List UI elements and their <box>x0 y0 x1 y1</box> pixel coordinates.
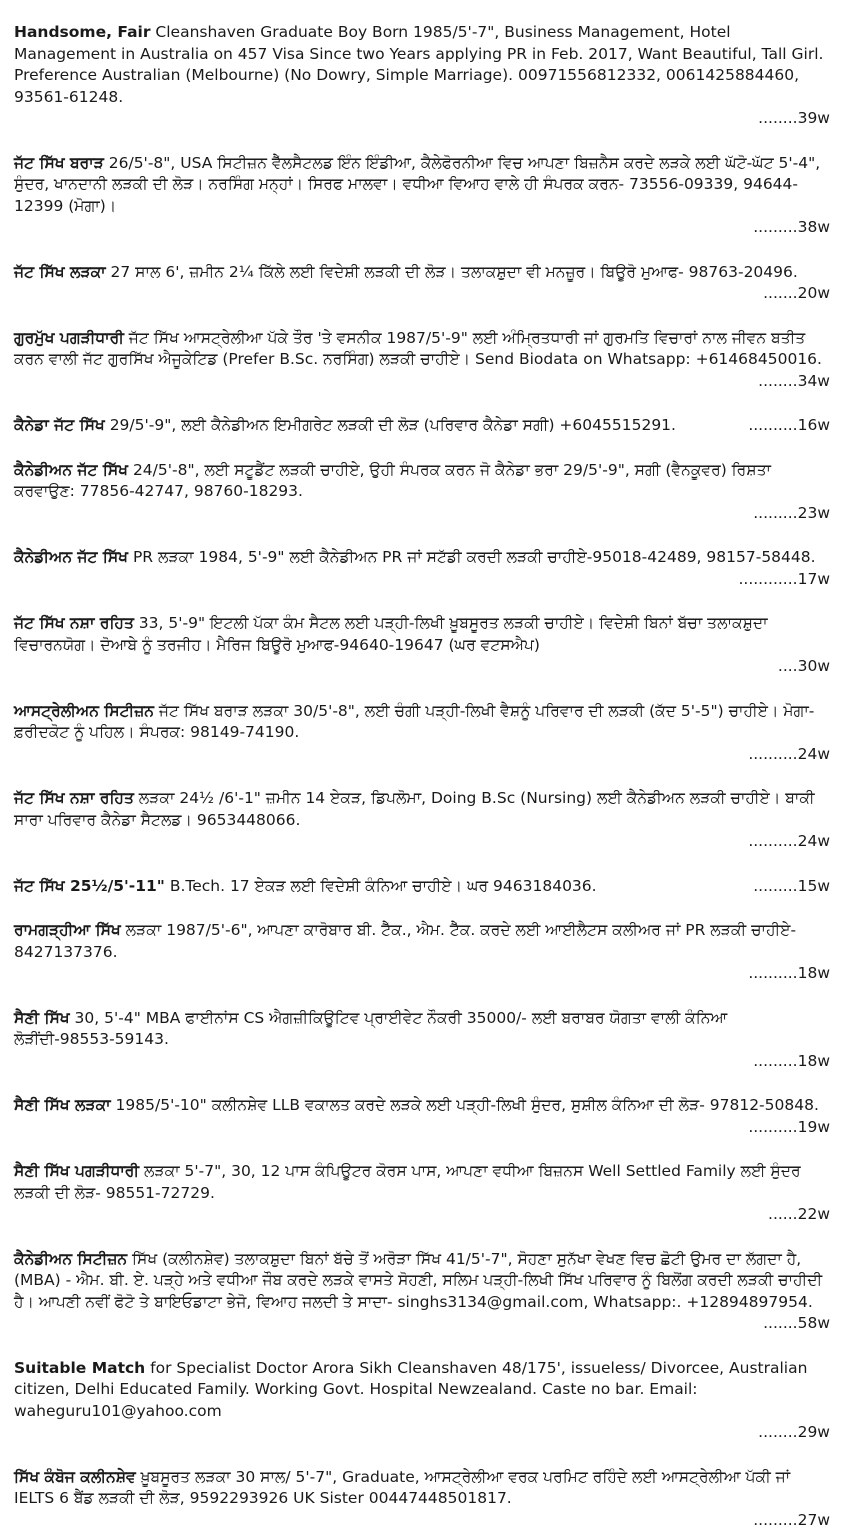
ad-item <box>14 788 830 853</box>
ad-item <box>14 1249 830 1335</box>
ad-code: .........27w <box>14 1510 830 1531</box>
ad-item <box>14 1161 830 1226</box>
ad-item <box>14 1467 830 1531</box>
ad-code: ......22w <box>14 1204 830 1226</box>
ad-body: ਲੜਕਾ 1987/5'-6", ਆਪਣਾ ਕਾਰੋਬਾਰ ਬੀ. ਟੈੱਕ., ਐਮ. ਟੈੱਕ. ਕਰਦੇ ਲਈ ਆਈਲੈਟਸ ਕਲੀਅਰ ਜਾਂ PR ਲੜਕੀ ਚਾਹੀਏ- 8427137376. <box>14 921 796 961</box>
ad-lead: ਕੈਨੇਡੀਅਨ ਜੱਟ ਸਿੱਖ <box>14 548 128 566</box>
ad-item <box>14 415 830 437</box>
ad-lead: ਕੈਨੇਡੀਅਨ ਜੱਟ ਸਿੱਖ <box>14 461 128 479</box>
ad-body: 33, 5'-9" ਇਟਲੀ ਪੱਕਾ ਕੰਮ ਸੈਟਲ ਲਈ ਪੜ੍ਹੀ-ਲਿਖੀ ਖ਼ੂਬਸੂਰਤ ਲੜਕੀ ਚਾਹੀਏ। ਵਿਦੇਸ਼ੀ ਬਿਨਾਂ ਬੱਚਾ ਤਲਾਕਸ਼ੁਦਾ ਵਿਚਾਰਨਯੋਗ। ਦੋਆਬੇ ਨੂੰ ਤਰਜੀਹ। ਮੈਰਿਜ ਬਿਊਰੋ ਮੁਆਫ-94640-19647 (ਘਰ ਵਟਸਐਪ) <box>14 614 768 654</box>
ad-code: ........29w <box>14 1422 830 1444</box>
ad-code: ..........24w <box>14 831 830 853</box>
ad-code: ..........24w <box>14 744 830 766</box>
ad-code: .........18w <box>14 1051 830 1073</box>
ad-body: 24/5'-8", ਲਈ ਸਟੂਡੈਂਟ ਲੜਕੀ ਚਾਹੀਏ, ਉਹੀ ਸੰਪਰਕ ਕਰਨ ਜੋ ਕੈਨੇਡਾ ਭਰਾ 29/5'-9", ਸਗੀ (ਵੈਨਕੂਵਰ) ਰਿਸ਼ਤਾ ਕਰਵਾਉਣ: 77856-42747, 98760-18293. <box>14 461 771 501</box>
ad-body: ਲੜਕਾ 24½ /6'-1" ਜ਼ਮੀਨ 14 ਏਕੜ, ਡਿਪਲੋਮਾ, Doing B.Sc (Nursing) ਲਈ ਕੈਨੇਡੀਅਨ ਲੜਕੀ ਚਾਹੀਏ। ਬਾਕੀ ਸਾਰਾ ਪਰਿਵਾਰ ਕੈਨੇਡਾ ਸੈਟਲਡ। 9653448066. <box>14 789 815 829</box>
ad-lead: ਜੱਟ ਸਿੱਖ ਨਸ਼ਾ ਰਹਿਤ <box>14 789 134 807</box>
ad-body: 29/5'-9", ਲਈ ਕੈਨੇਡੀਅਨ ਇਮੀਗਰੇਟ ਲੜਕੀ ਦੀ ਲੋੜ (ਪਰਿਵਾਰ ਕੈਨੇਡਾ ਸਗੀ) +6045515291. <box>105 416 676 434</box>
ad-code: .........38w <box>14 217 830 239</box>
ad-body: 27 ਸਾਲ 6', ਜ਼ਮੀਨ 2¼ ਕਿੱਲੇ ਲਈ ਵਿਦੇਸ਼ੀ ਲੜਕੀ ਦੀ ਲੋੜ। ਤਲਾਕਸ਼ੁਦਾ ਵੀ ਮਨਜ਼ੂਰ। ਬਿਊਰੋ ਮੁਆਫ- 98763-20496. <box>106 263 798 281</box>
ad-code: ....30w <box>14 656 830 678</box>
ad-lead: ਰਾਮਗੜ੍ਹੀਆ ਸਿੱਖ <box>14 921 121 939</box>
ad-lead: ਕੈਨੇਡੀਅਨ ਸਿਟੀਜ਼ਨ <box>14 1250 127 1268</box>
ad-body: ਜੱਟ ਸਿੱਖ ਆਸਟ੍ਰੇਲੀਆ ਪੱਕੇ ਤੌਰ 'ਤੇ ਵਸਨੀਕ 1987/5'-9" ਲਈ ਅੰਮ੍ਰਿਤਧਾਰੀ ਜਾਂ ਗੁਰਮਤਿ ਵਿਚਾਰਾਂ ਨਾਲ ਜੀਵਨ ਬਤੀਤ ਕਰਨ ਵਾਲੀ ਜੱਟ ਗੁਰਸਿੱਖ ਐਜੂਕੇਟਿਡ (Prefer B.Sc. ਨਰਸਿੰਗ) ਲੜਕੀ ਚਾਹੀਏ। Send Biodata on Whatsapp: +61468450016. <box>14 329 822 369</box>
ad-lead: ਸੈਣੀ ਸਿੱਖ <box>14 1009 70 1027</box>
ad-item <box>14 153 830 239</box>
ad-body: for Specialist Doctor Arora Sikh Cleanshaven 48/175', issueless/ Divorcee, Australian citizen, Delhi Educated Family. Working Govt. Hospital Newzealand. Caste no bar. Email: waheguru101@yahoo.com <box>14 1359 807 1420</box>
ad-code: ..........19w <box>14 1117 830 1139</box>
ad-lead: ਸਿੱਖ ਕੰਬੋਜ ਕਲੀਨਸ਼ੇਵ <box>14 1468 136 1486</box>
ad-code: .......58w <box>14 1313 830 1335</box>
ad-body: ਖ਼ੂਬਸੂਰਤ ਲੜਕਾ 30 ਸਾਲ/ 5'-7", Graduate, ਆਸਟ੍ਰੇਲੀਆ ਵਰਕ ਪਰਮਿਟ ਰਹਿੰਦੇ ਲਈ ਆਸਟ੍ਰੇਲੀਆ ਪੱਕੀ ਜਾਂ IELTS 6 ਬੈਂਡ ਲੜਕੀ ਦੀ ਲੋੜ, 9592293926 UK Sister 00447448501817. <box>14 1468 790 1508</box>
ad-code: ........34w <box>14 371 830 393</box>
ad-item <box>14 613 830 678</box>
ad-item <box>14 1358 830 1444</box>
ad-lead: ਕੈਨੇਡਾ ਜੱਟ ਸਿੱਖ <box>14 416 105 434</box>
ad-item <box>14 701 830 766</box>
ad-lead: Suitable Match <box>14 1359 145 1377</box>
ad-body: ਲੜਕਾ 5'-7", 30, 12 ਪਾਸ ਕੰਪਿਊਟਰ ਕੋਰਸ ਪਾਸ, ਆਪਣਾ ਵਧੀਆ ਬਿਜ਼ਨਸ Well Settled Family ਲਈ ਸੁੰਦਰ ਲੜਕੀ ਦੀ ਲੋੜ- 98551-72729. <box>14 1162 801 1202</box>
ad-item <box>14 1095 830 1138</box>
ad-body: B.Tech. 17 ਏਕੜ ਲਈ ਵਿਦੇਸ਼ੀ ਕੰਨਿਆ ਚਾਹੀਏ। ਘਰ 9463184036. <box>165 877 597 895</box>
ad-lead: ਜੱਟ ਸਿੱਖ ਲੜਕਾ <box>14 263 106 281</box>
ad-item <box>14 876 830 898</box>
ad-code: ............17w <box>14 569 830 591</box>
ad-code: .......20w <box>14 283 830 305</box>
ad-lead: ਆਸਟ੍ਰੇਲੀਅਨ ਸਿਟੀਜ਼ਨ <box>14 702 154 720</box>
ad-code: .........23w <box>14 503 830 525</box>
ad-code: .........15w <box>745 876 830 898</box>
ad-item <box>14 328 830 393</box>
ad-lead: Handsome, Fair <box>14 23 150 41</box>
ad-body: 30, 5'-4" MBA ਫਾਈਨਾਂਸ CS ਐਗਜ਼ੀਕਿਊਟਿਵ ਪ੍ਰਾਈਵੇਟ ਨੌਕਰੀ 35000/- ਲਈ ਬਰਾਬਰ ਯੋਗਤਾ ਵਾਲੀ ਕੰਨਿਆ ਲੋੜੀਂਦੀ-98553-59143. <box>14 1009 727 1049</box>
ad-item <box>14 1008 830 1073</box>
ad-lead: ਸੈਣੀ ਸਿੱਖ ਪਗੜੀਧਾਰੀ <box>14 1162 139 1180</box>
ad-lead: ਸੈਣੀ ਸਿੱਖ ਲੜਕਾ <box>14 1096 111 1114</box>
ad-body: Cleanshaven Graduate Boy Born 1985/5'-7", Business Management, Hotel Management in Australia on 457 Visa Since two Years applying PR in Feb. 2017, Want Beautiful, Tall Girl. Preference Australian (Melbourne) (No Dowry, Simple Marriage). 00971556812332, 0061425884460, 93561-61248. <box>14 23 823 106</box>
ad-code: ..........18w <box>14 963 830 985</box>
ad-body: 26/5'-8", USA ਸਿਟੀਜ਼ਨ ਵੈੱਲਸੈਟਲਡ ਇੰਨ ਇੰਡੀਆ, ਕੈਲੇਫੋਰਨੀਆ ਵਿਚ ਆਪਣਾ ਬਿਜ਼ਨੈਸ ਕਰਦੇ ਲੜਕੇ ਲਈ ਘੱਟੋ-ਘੱਟ 5'-4", ਸੁੰਦਰ, ਖਾਨਦਾਨੀ ਲੜਕੀ ਦੀ ਲੋੜ। ਨਰਸਿੰਗ ਮਨ੍ਹਾਂ। ਸਿਰਫ ਮਾਲਵਾ। ਵਧੀਆ ਵਿਆਹ ਵਾਲੇ ਹੀ ਸੰਪਰਕ ਕਰਨ- 73556-09339, 94644-12399 (ਮੋਗਾ)। <box>14 154 820 215</box>
ad-item <box>14 920 830 985</box>
ad-body: ਜੱਟ ਸਿੱਖ ਬਰਾੜ ਲੜਕਾ 30/5'-8", ਲਈ ਚੰਗੀ ਪੜ੍ਹੀ-ਲਿਖੀ ਵੈਸ਼ਨੂੰ ਪਰਿਵਾਰ ਦੀ ਲੜਕੀ (ਕੱਦ 5'-5") ਚਾਹੀਏ। ਮੋਗਾ-ਫ਼ਰੀਦਕੋਟ ਨੂੰ ਪਹਿਲ। ਸੰਪਰਕ: 98149-74190. <box>14 702 814 742</box>
ad-lead: ਜੱਟ ਸਿੱਖ 25½/5'-11" <box>14 877 165 895</box>
ad-body: PR ਲੜਕਾ 1984, 5'-9" ਲਈ ਕੈਨੇਡੀਅਨ PR ਜਾਂ ਸਟੱਡੀ ਕਰਦੀ ਲੜਕੀ ਚਾਹੀਏ-95018-42489, 98157-58448. <box>128 548 816 566</box>
ad-item <box>14 460 830 525</box>
ad-code: ........39w <box>14 108 830 130</box>
ad-lead: ਗੁਰਮੁੱਖ ਪਗੜੀਧਾਰੀ <box>14 329 124 347</box>
ad-lead: ਜੱਟ ਸਿੱਖ ਬਰਾੜ <box>14 154 104 172</box>
ad-lead: ਜੱਟ ਸਿੱਖ ਨਸ਼ਾ ਰਹਿਤ <box>14 614 134 632</box>
ad-item <box>14 262 830 305</box>
ad-item <box>14 22 830 130</box>
ad-code: ..........16w <box>740 415 830 437</box>
ad-body: 1985/5'-10" ਕਲੀਨਸ਼ੇਵ LLB ਵਕਾਲਤ ਕਰਦੇ ਲੜਕੇ ਲਈ ਪੜ੍ਹੀ-ਲਿਖੀ ਸੁੰਦਰ, ਸੁਸ਼ੀਲ ਕੰਨਿਆ ਦੀ ਲੋੜ- 97812-50848. <box>111 1096 819 1114</box>
ad-body: ਸਿੱਖ (ਕਲੀਨਸ਼ੇਵ) ਤਲਾਕਸ਼ੁਦਾ ਬਿਨਾਂ ਬੱਚੇ ਤੋਂ ਅਰੋੜਾ ਸਿੱਖ 41/5'-7", ਸੋਹਣਾ ਸੁਨੱਖਾ ਵੇਖਣ ਵਿਚ ਛੋਟੀ ਉਮਰ ਦਾ ਲੱਗਦਾ ਹੈ, (MBA) - ਐਮ. ਬੀ. ਏ. ਪੜ੍ਹੇ ਅਤੇ ਵਧੀਆ ਜੌਬ ਕਰਦੇ ਲੜਕੇ ਵਾਸਤੇ ਸੋਹਣੀ, ਸਲਿਮ ਪੜ੍ਹੀ-ਲਿਖੀ ਸਿੱਖ ਪਰਿਵਾਰ ਨੂੰ ਬਿਲੋਂਗ ਕਰਦੀ ਲੜਕੀ ਚਾਹੀਦੀ ਹੈ। ਆਪਣੀ ਨਵੀਂ ਫੋਟੋ ਤੇ ਬਾਇਓਡਾਟਾ ਭੇਜੋ, ਵਿਆਹ ਜਲਦੀ ਤੇ ਸਾਦਾ- singhs3134@gmail.com, Whatsapp:. +12894897954. <box>14 1250 822 1311</box>
ad-item <box>14 547 830 590</box>
